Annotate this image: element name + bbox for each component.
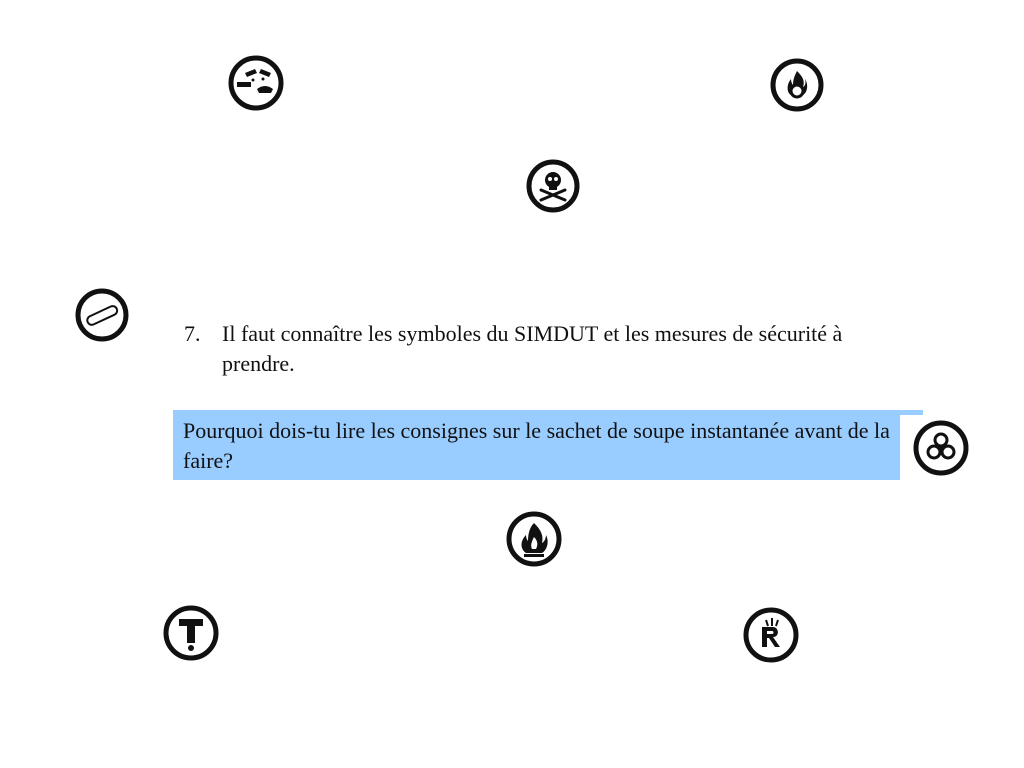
compressed-gas-icon: [74, 287, 130, 343]
statement-number: 7.: [184, 321, 201, 346]
question-box: [173, 410, 900, 480]
oxidizing-icon: [769, 57, 825, 113]
statement-text: Il faut connaître les symboles du SIMDUT et les mesures de sécurité à prendre.: [222, 321, 843, 376]
corrosive-icon: [227, 55, 287, 113]
poison-icon: [525, 158, 581, 214]
biohazard-icon: [913, 420, 971, 476]
question-text: Pourquoi dois-tu lire les consignes sur le sachet de soupe instantanée avant de la faire?: [183, 418, 890, 473]
dangerously-reactive-icon: [742, 607, 802, 665]
toxic-effects-icon: [163, 605, 221, 663]
statement: [184, 319, 884, 379]
flammable-icon: [506, 511, 564, 567]
question-box-tab: [900, 410, 923, 415]
